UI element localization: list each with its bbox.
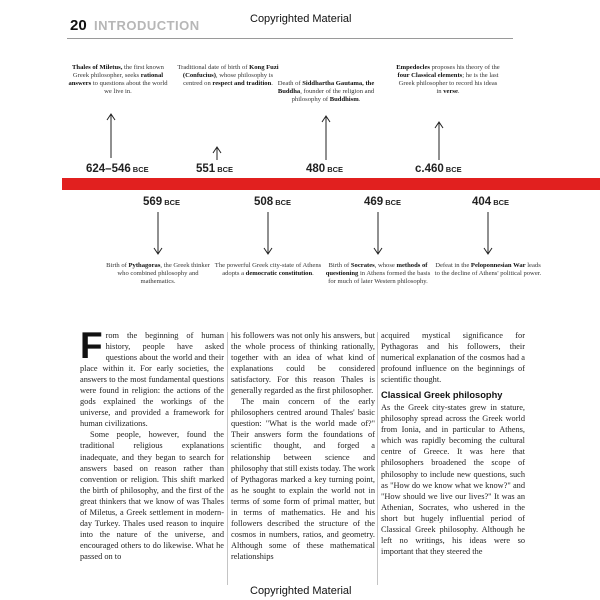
arrow-up-icon [321,114,331,160]
caption-bold-run: Empedocles [396,64,430,71]
body-column-1 [80,325,224,562]
caption-run: Death of [277,80,303,87]
caption-bold-run: Siddhartha Gautama, the Buddha [277,80,375,96]
caption-bold-run: democratic constitution [245,270,313,278]
caption-run: Traditional date of birth of [177,64,250,71]
timeline-date: 508 BCE [254,196,292,208]
column-rule [377,332,378,585]
caption-bold-run: Thales of Miletus, [72,64,123,71]
arrow-up-icon [106,112,116,158]
timeline-date: 569 BCE [143,196,181,208]
caption-run: . [271,80,273,88]
column-rule [227,332,228,585]
caption-run: leads to the decline of Athens' political power. [434,262,542,278]
arrow-up-icon [212,145,222,160]
caption-run: . [312,270,314,278]
timeline-date: 551 BCE [196,163,234,175]
arrow-down-icon [263,212,273,256]
header-rule [67,38,513,39]
caption-bold-run: four Classical elements [397,72,463,80]
body-column-3 [381,330,525,557]
caption-run: ; he is the last Greek philosopher to record his ideas in [398,72,499,96]
timeline-bar [62,178,600,190]
caption-bold-run: rational answers [68,72,164,88]
arrow-up-icon [434,120,444,160]
caption-run: in Athens formed the basis for much of later Western philosophy. [328,270,431,286]
caption-bold-run: Kong Fuzi (Confucius) [182,64,279,80]
timeline-event-confucius [176,64,280,88]
caption-run: Defeat in the [435,262,471,269]
caption-run: , whose philosophy is centred on [183,72,274,88]
caption-run: , whose [374,262,397,269]
timeline-event-thales [66,64,170,96]
caption-bold-run: respect and tradition [212,80,272,88]
caption-run: , the Greek thinker who combined philosophy and mathematics. [117,262,210,286]
intro-paragraph: From the beginning of human history, people have asked questions about the world and their place within it. For early societies, the answers to the most fundamental questions were found in religion: the actions of the gods explained the workings of the universe, and provided a framework for human civilizations. [80,325,224,429]
copyright-notice-bottom: Copyrighted Material [250,585,352,597]
copyright-notice-top: Copyrighted Material [250,13,352,25]
caption-bold-run: verse [443,88,458,96]
timeline-date: c.460 BCE [415,163,462,175]
paragraph: Some people, however, found the traditional religious explanations inadequate, and they began to search for answers based on reason rather than convention or religion. This shift marked the birth of philosophy, and the first of the great thinkers that we know of was Thales of Miletus, a Greek settlement in modern-day Turkey. Thales used reason to inquire into the nature of the universe, and encouraged others to do likewise. What he passed on to [80,430,224,561]
timeline-date: 404 BCE [472,196,510,208]
timeline-event-empedocles [396,64,500,96]
arrow-down-icon [483,212,493,256]
timeline-date: 480 BCE [306,163,344,175]
timeline-event-socrates [323,262,433,286]
caption-run: Birth of [106,262,129,269]
arrow-down-icon [373,212,383,256]
paragraph: As the Greek city-states grew in stature, philosophy spread across the Greek world from Ionia, and in particular to Athens, which was rapidly becoming the cultural centre of Greece. It was here that philosophers broadened the scope of philosophy to include new questions, such as "How do we know what we know?" and "How should we live our lives?" It was an Athenian, Socrates, who ushered in the short but hugely influential period of Classical Greek philosophy. Although he left no writings, his ideas were so important that they steered the [381,403,525,556]
caption-run: The powerful Greek city-state of Athens adopts a [214,262,322,278]
drop-cap: F [80,325,103,366]
paragraph: The main concern of the early philosophers centred around Thales' basic question: "What is the world made of?" Their answers form the foundations of scientific thought, and forged a relationship between science and philosophy that still exists today. The work of Pythagoras marked a key turning point, as he sought to explain the world not in terms of some form of primal matter, but in terms of mathematics. He and his followers described the structure of the cosmos in numbers, ratios, and geometry. Although some of these mathematical relationships [231,397,375,561]
caption-run: Birth of [328,262,351,269]
arrow-down-icon [153,212,163,256]
paragraph: acquired mystical significance for Pythagoras and his followers, their numerical explanation of the cosmos had a profound influence on the beginnings of scientific thought. [381,331,525,385]
caption-bold-run: Pythagoras [128,262,161,269]
page-number: 20 [70,17,87,34]
caption-bold-run: Socrates [350,262,375,269]
body-column-2 [231,330,375,562]
caption-bold-run: Peloponnesian War [470,262,526,269]
section-title: INTRODUCTION [94,18,200,33]
caption-run: the first known Greek philosopher, seeks [72,64,164,80]
timeline-event-pythagoras [103,262,213,286]
caption-run: . [457,88,460,96]
timeline-event-peloponnesian-war [433,262,543,278]
caption-run: . [358,96,361,104]
caption-bold-run: methods of questioning [325,262,428,278]
timeline-event-buddha [274,80,378,104]
paragraph: his followers was not only his answers, but the whole process of thinking rationally, together with an idea of what kind of explanations could be considered satisfactory. For this reason Thales is generally regarded as the first philosopher. [231,331,375,396]
caption-run: proposes his theory of the [429,64,500,71]
section-heading: Classical Greek philosophy [381,390,503,401]
timeline-date: 469 BCE [364,196,402,208]
timeline-event-athens-democracy [213,262,323,278]
timeline-date: 624–546 BCE [86,163,149,175]
caption-run: to questions about the world we live in. [91,80,168,96]
caption-bold-run: Buddhism [329,96,359,104]
caption-run: , founder of the religion and philosophy of [291,88,375,104]
